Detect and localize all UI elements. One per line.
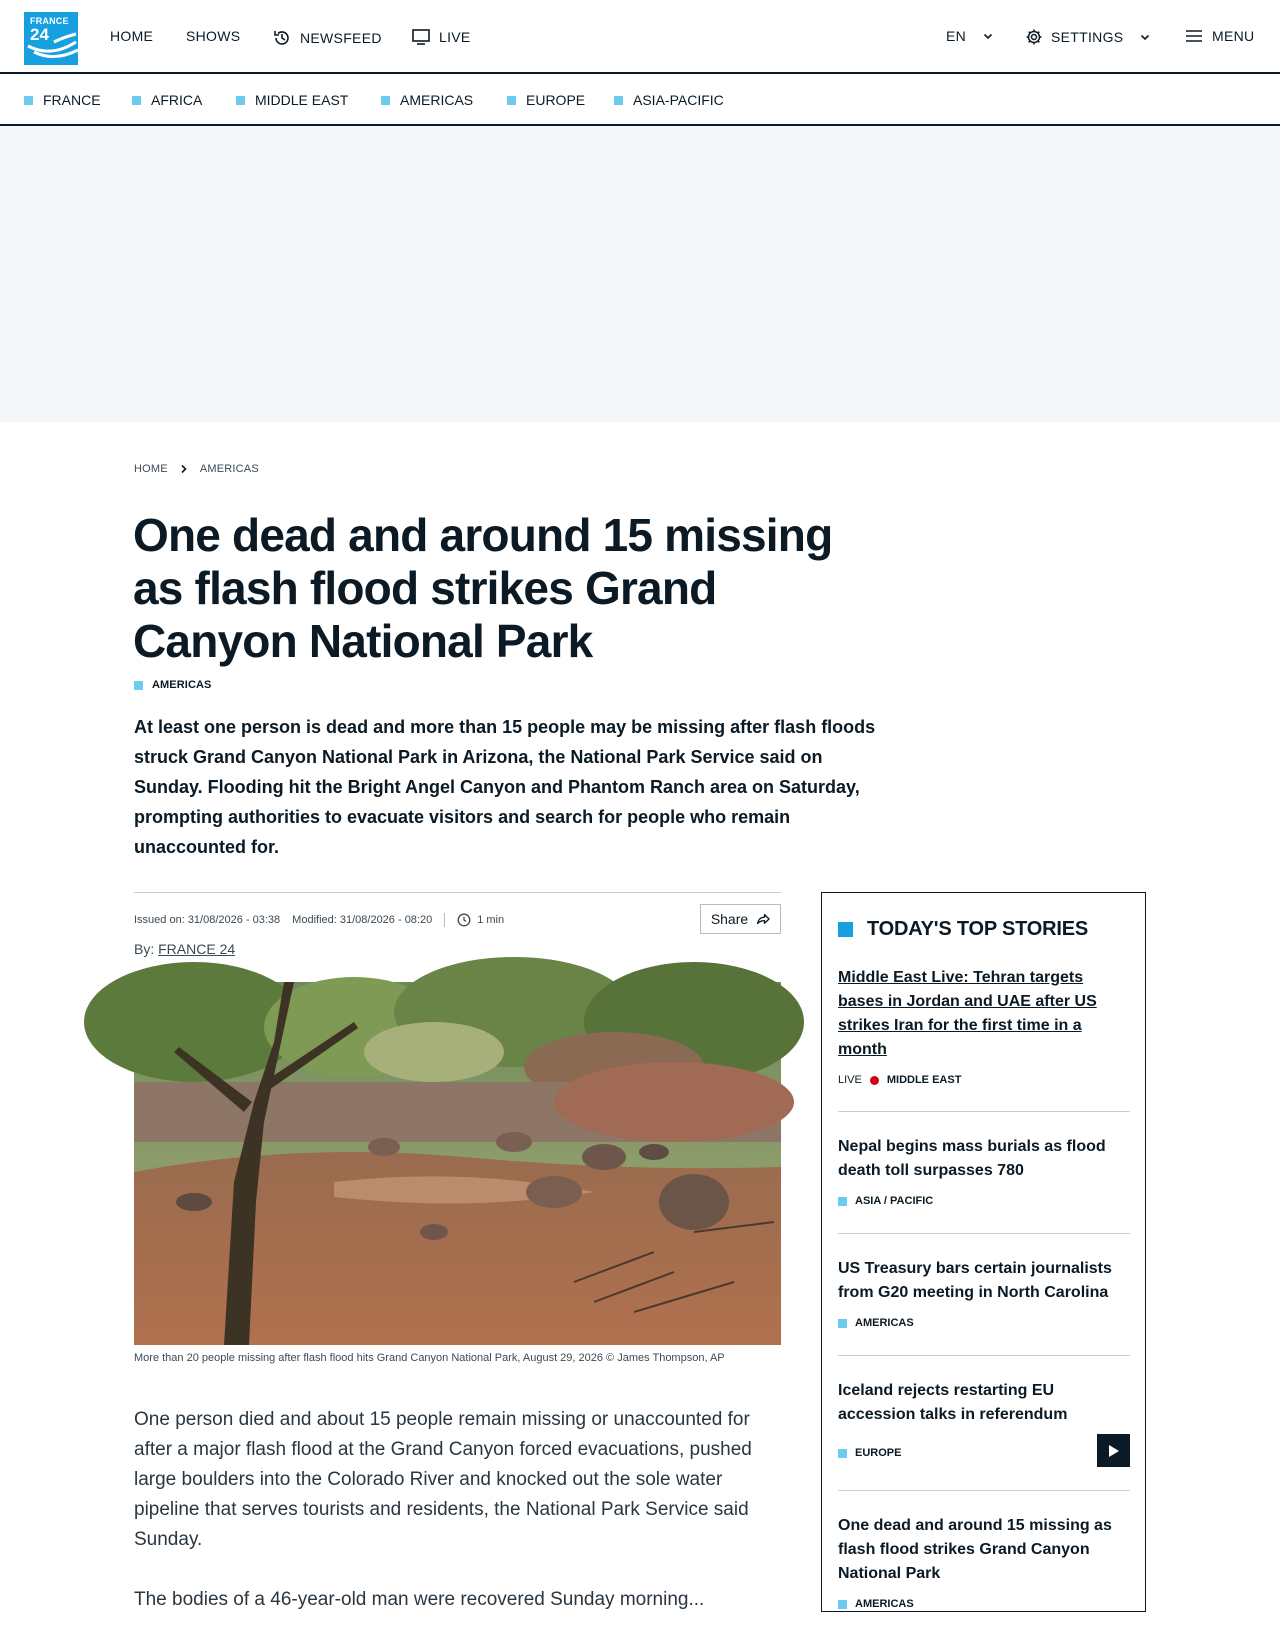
- top-stories-heading: [838, 918, 1088, 941]
- article-body: [134, 1405, 784, 1645]
- story-tags: [838, 1598, 1130, 1610]
- region-label: AMERICAS: [400, 92, 474, 108]
- region-square: [381, 96, 390, 105]
- share-label: Share: [710, 911, 749, 927]
- tag-square: [838, 1197, 847, 1206]
- logo-text-france: FRANCE: [30, 16, 69, 26]
- region-label: ASIA-PACIFIC: [633, 92, 724, 108]
- settings-menu[interactable]: [1025, 28, 1151, 46]
- hamburger-icon: [1184, 28, 1204, 44]
- region-americas[interactable]: [381, 92, 473, 108]
- byline-label: By:: [134, 941, 155, 957]
- main-menu-button[interactable]: [1184, 28, 1254, 44]
- region-africa[interactable]: [132, 92, 202, 108]
- language-label: EN: [946, 28, 967, 44]
- clock-icon: [457, 913, 471, 927]
- story-title[interactable]: Iceland rejects restarting EU accession talks in referendum: [838, 1382, 1068, 1423]
- story-tags: [838, 1074, 1130, 1086]
- region-europe[interactable]: [507, 92, 585, 108]
- story-divider: [838, 1233, 1130, 1234]
- language-selector[interactable]: [946, 28, 994, 44]
- tag-square: [134, 681, 143, 690]
- story-tags: [838, 1447, 1130, 1459]
- top-stories-heading-label: TODAY'S TOP STORIES: [867, 918, 1089, 940]
- article-paragraph: The bodies of a 46-year-old man were recovered Sunday morning...: [134, 1589, 705, 1610]
- tag-square: [838, 1319, 847, 1328]
- story-tag: ASIA / PACIFIC: [855, 1195, 934, 1207]
- story-tag: AMERICAS: [855, 1598, 914, 1610]
- chevron-right-icon: [180, 464, 188, 474]
- story-title[interactable]: Nepal begins mass burials as flood death toll surpasses 780: [838, 1138, 1106, 1179]
- article-photo: [134, 982, 781, 1345]
- region-label: FRANCE: [43, 92, 101, 108]
- story-divider: [838, 1490, 1130, 1491]
- ad-banner-area: [0, 126, 1280, 422]
- nav-live-label: LIVE: [439, 29, 471, 45]
- story-tag: AMERICAS: [855, 1317, 914, 1329]
- breadcrumb-home[interactable]: HOME: [134, 463, 168, 475]
- article-title: One dead and around 15 missing as flash flood strikes Grand Canyon National Park: [133, 509, 833, 667]
- region-square: [614, 96, 623, 105]
- photo-caption: More than 20 people missing after flash flood hits Grand Canyon National Park, August 29, 2026 © James Thompson, AP: [134, 1352, 725, 1364]
- story-tag: MIDDLE EAST: [886, 1074, 962, 1086]
- region-square: [236, 96, 245, 105]
- nav-shows-label: SHOWS: [186, 28, 241, 44]
- story-tag: EUROPE: [855, 1447, 902, 1459]
- top-story-item[interactable]: [838, 1257, 1130, 1329]
- play-icon: [1108, 1444, 1120, 1458]
- region-nav: [0, 76, 1280, 126]
- nav-home[interactable]: [110, 28, 153, 44]
- story-divider: [838, 1355, 1130, 1356]
- region-label: AFRICA: [151, 92, 203, 108]
- settings-label: SETTINGS: [1051, 29, 1124, 45]
- breadcrumb: [134, 463, 259, 475]
- top-story-item[interactable]: [838, 1135, 1130, 1207]
- video-play-button[interactable]: [1097, 1434, 1130, 1467]
- story-title[interactable]: Middle East Live: Tehran targets bases in Jordan and UAE after US strikes Iran for the first time in a month: [838, 969, 1097, 1058]
- gear-icon: [1025, 28, 1043, 46]
- region-square: [507, 96, 516, 105]
- live-dot-icon: [870, 1076, 879, 1085]
- menu-label: MENU: [1212, 28, 1255, 44]
- article-section-label: AMERICAS: [152, 679, 212, 691]
- nav-shows[interactable]: [186, 28, 240, 44]
- story-divider: [838, 1111, 1130, 1112]
- meta-divider: [134, 892, 781, 893]
- chevron-down-icon: [982, 30, 994, 42]
- live-label: LIVE: [838, 1074, 862, 1086]
- story-tags: [838, 1195, 1130, 1207]
- region-france[interactable]: [24, 92, 101, 108]
- region-label: MIDDLE EAST: [255, 92, 349, 108]
- share-button[interactable]: [700, 904, 781, 934]
- heading-square: [838, 922, 853, 937]
- top-header: [0, 0, 1280, 74]
- byline: [134, 941, 235, 957]
- article-lead: At least one person is dead and more than 15 people may be missing after flash floods struck Grand Canyon National Park in Arizona, the National Park Service said on Sunday. Flooding hit the Bright Angel Canyon and Phantom Ranch area on Saturday, prompting authorities to evacuate visitors and search for people who remain unaccounted for.: [134, 717, 876, 857]
- chevron-down-icon: [1139, 31, 1151, 43]
- top-story-item[interactable]: [838, 1379, 1130, 1459]
- france24-logo[interactable]: [24, 12, 78, 65]
- story-title[interactable]: US Treasury bars certain journalists from G20 meeting in North Carolina: [838, 1260, 1112, 1301]
- tv-icon: [411, 28, 431, 46]
- article-meta: [134, 913, 504, 927]
- nav-newsfeed-label: NEWSFEED: [300, 30, 382, 46]
- share-arrow-icon: [756, 913, 770, 925]
- modified-date: Modified: 31/08/2026 - 08:20: [292, 914, 433, 926]
- story-tags: [838, 1317, 1130, 1329]
- flood-photo-illustration: [134, 982, 781, 1345]
- region-square: [132, 96, 141, 105]
- top-stories-sidebar: [821, 892, 1146, 1612]
- nav-live[interactable]: [411, 28, 471, 46]
- author-link[interactable]: FRANCE 24: [158, 941, 236, 957]
- issued-date: Issued on: 31/08/2026 - 03:38: [134, 914, 281, 926]
- story-title[interactable]: One dead and around 15 missing as flash flood strikes Grand Canyon National Park: [838, 1517, 1112, 1582]
- top-story-item[interactable]: [838, 966, 1130, 1086]
- region-label: EUROPE: [526, 92, 586, 108]
- nav-newsfeed[interactable]: [272, 28, 382, 48]
- logo-text-24: 24: [30, 25, 49, 44]
- tag-square: [838, 1449, 847, 1458]
- breadcrumb-section[interactable]: AMERICAS: [199, 463, 259, 475]
- tag-square: [838, 1600, 847, 1609]
- article-paragraph: One person died and about 15 people remain missing or unaccounted for after a major flash flood at the Grand Canyon forced evacuations, pushed large boulders into the Colorado River and knocked out the sole water pipeline that serves tourists and residents, the National Park Service said Sunday.: [134, 1409, 752, 1550]
- region-square: [24, 96, 33, 105]
- read-time: [457, 913, 504, 927]
- read-time-value: 1 min: [477, 914, 505, 926]
- region-middle-east[interactable]: [236, 92, 348, 108]
- top-story-item[interactable]: [838, 1514, 1130, 1610]
- meta-separator: [444, 913, 445, 927]
- nav-home-label: HOME: [110, 28, 154, 44]
- region-asia-pacific[interactable]: [614, 92, 724, 108]
- article-section-tag[interactable]: [134, 679, 211, 691]
- history-icon: [272, 28, 292, 48]
